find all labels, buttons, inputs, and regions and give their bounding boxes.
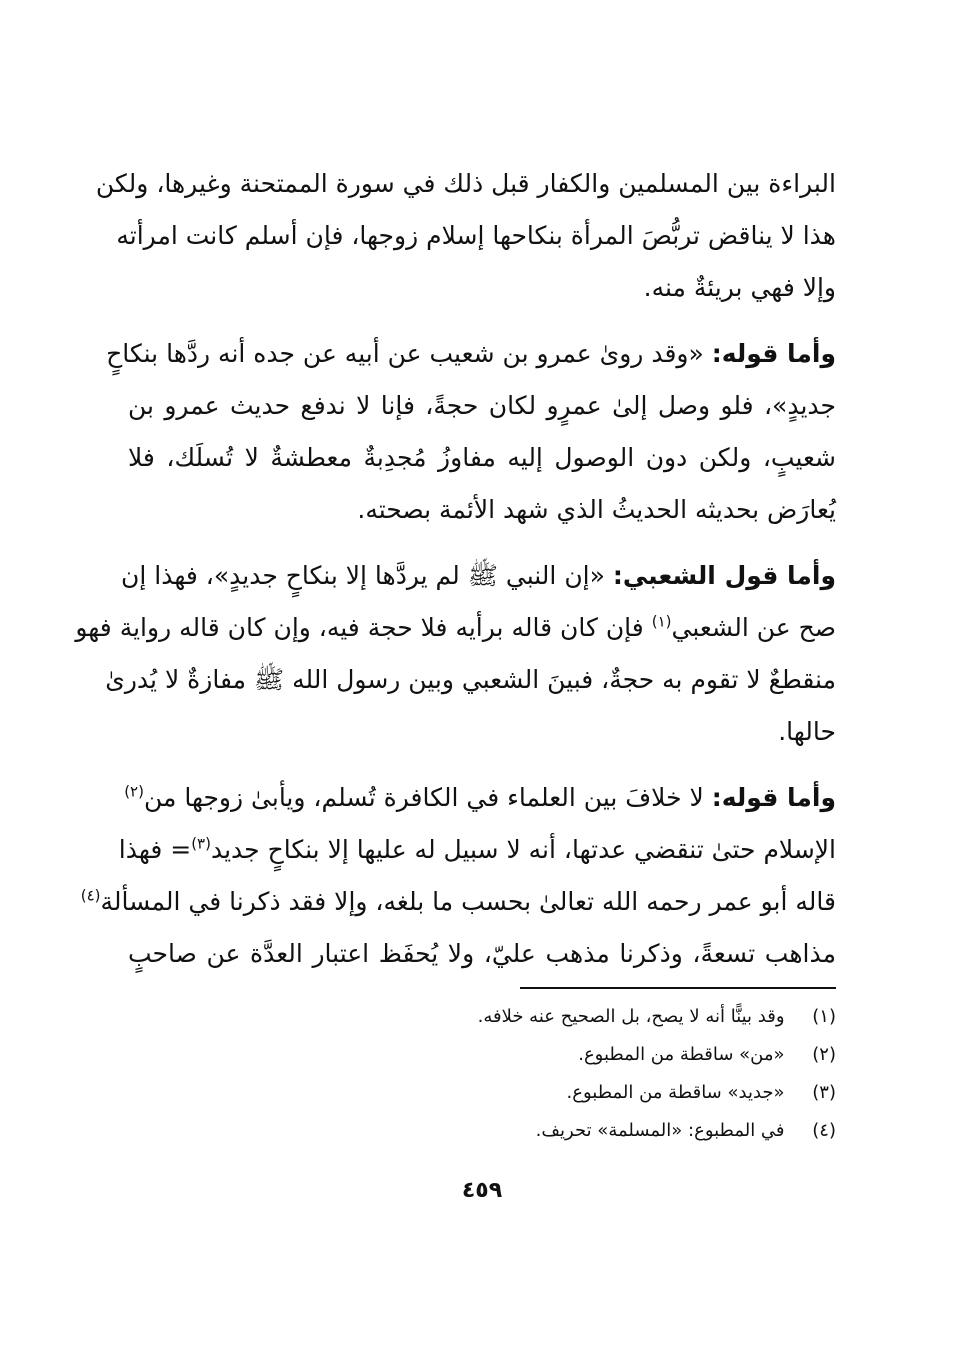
paragraph-1-line-2: هذا لا يناقض تربُّصَ المرأة بنكاحها إسلام زوجها، فإن أسلم كانت امرأته [116,221,836,250]
main-text [75,158,836,980]
paragraph-4-line-1-text: لا خلافَ بين العلماء في الكافرة تُسلم، ويأبىٰ زوجها من [143,783,712,812]
footnote-number: (٣) [812,1082,836,1103]
paragraph-4-line-2 [118,824,836,876]
footnote-number: (٢) [812,1044,836,1065]
paragraph-2-line-2: جديدٍ»، فلو وصل إلىٰ عمرٍو لكان حجةً، فإنا لا ندفع حديث عمرو بن [128,391,836,420]
footnote-text: «من» ساقطة من المطبوع. [578,1044,785,1065]
paragraph-2-lead: وأما قوله: [711,339,836,368]
paragraph-2-line-3: شعيبٍ، ولكن دون الوصول إليه مفاوزُ مُجدِبةٌ معطشةٌ لا تُسلَك، فلا [128,443,836,472]
paragraph-2-line-4: يُعارَض بحديثه الحديثُ الذي شهد الأئمة بصحته. [357,495,836,524]
paragraph-4-line-4: مذاهب تسعةً، وذكرنا مذهب عليّ، ولا يُحفَظ اعتبار العدَّة عن صاحبٍ [128,939,836,968]
paragraph-2-line-1 [106,328,836,380]
footnote-number: (٤) [812,1120,836,1141]
footnote-ref-2[interactable]: (٢) [124,782,144,801]
paragraph-2-line-1-text: «وقد روىٰ عمرو بن شعيب عن أبيه عن جده أنه ردَّها بنكاحٍ [106,339,712,368]
footnote-ref-3[interactable]: (٣) [191,834,211,853]
page-number: ٤٥٩ [461,1178,503,1203]
paragraph-3-line-3: منقطعٌ لا تقوم به حجةٌ، فبينَ الشعبي وبين رسول الله ﷺ مفازةٌ لا يُدرىٰ [105,665,836,694]
footnote-4 [300,1112,836,1150]
footnote-2 [300,1036,836,1074]
footnote-text: «جديد» ساقطة من المطبوع. [566,1082,785,1103]
paragraph-gap [128,758,836,772]
footnote-text: في المطبوع: «المسلمة» تحريف. [535,1120,785,1141]
footnotes [300,998,836,1150]
footnote-divider [520,987,836,989]
paragraph-4-line-3-text: قاله أبو عمر رحمه الله تعالىٰ بحسب ما بلغه، وإلا فقد ذكرنا في المسألة [100,887,836,916]
paragraph-4-lead: وأما قوله: [711,783,836,812]
paragraph-3-line-2-start: صح عن الشعبي [671,613,836,642]
paragraph-3-lead: وأما قول الشعبي: [612,561,836,590]
footnote-3 [300,1074,836,1112]
paragraph-1-line-3: وإلا فهي بريئةٌ منه. [643,273,836,302]
paragraph-3-line-1-text: «إن النبي ﷺ لم يردَّها إلا بنكاحٍ جديدٍ»، فهذا إن [121,561,613,590]
paragraph-gap [128,536,836,550]
paragraph-3-line-4: حالها. [778,717,836,746]
paragraph-4-line-1 [124,772,836,824]
paragraph-3-line-1 [121,550,836,602]
paragraph-4-line-2-end: = فهذا [118,835,192,864]
footnote-text: وقد بينًّا أنه لا يصح، بل الصحيح عنه خلافه. [477,1006,785,1027]
footnote-ref-4[interactable]: (٤) [80,886,101,905]
footnote-number: (١) [812,1006,836,1027]
paragraph-1-line-1: البراءة بين المسلمين والكفار قبل ذلك في سورة الممتحنة وغيرها، ولكن [95,169,836,198]
paragraph-3-line-2 [75,602,836,654]
paragraph-4-line-2-start: الإسلام حتىٰ تنقضي عدتها، أنه لا سبيل له عليها إلا بنكاحٍ جديد [210,835,836,864]
footnote-1 [300,998,836,1036]
paragraph-3-line-2-end: فإن كان قاله برأيه فلا حجة فيه، وإن كان قاله رواية فهو [75,613,652,642]
paragraph-gap [128,314,836,328]
footnote-ref-1[interactable]: (١) [651,612,672,631]
paragraph-4-line-3 [80,876,836,928]
